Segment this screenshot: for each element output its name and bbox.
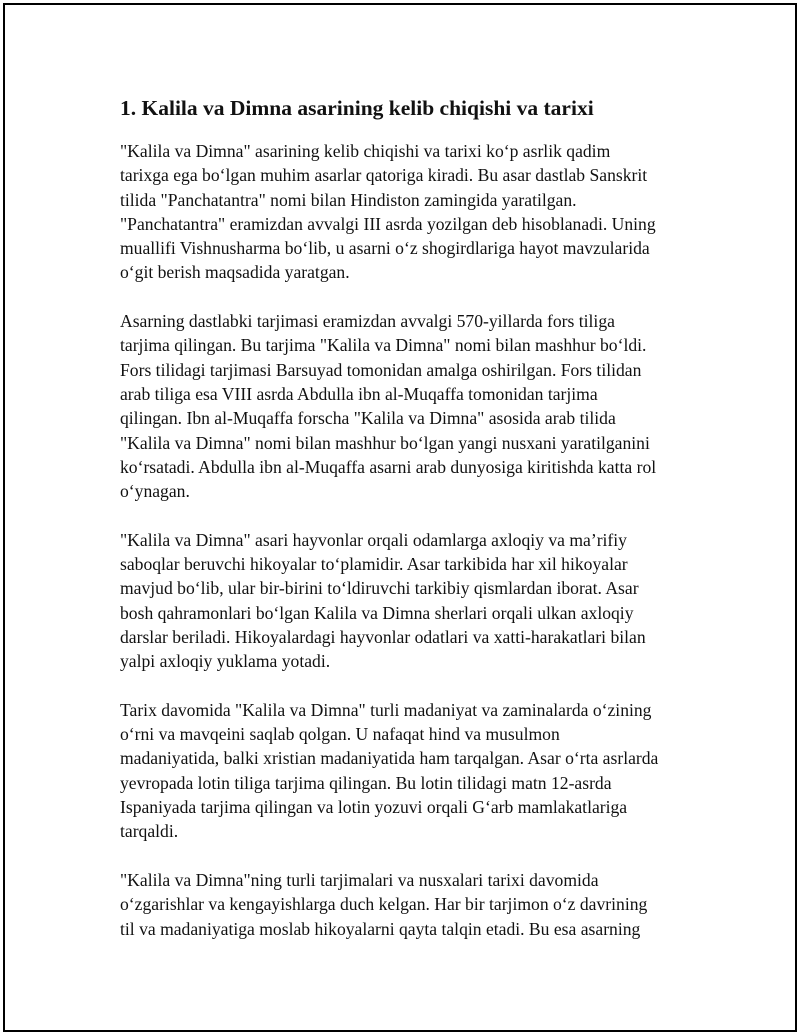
text-line: Asarning dastlabki tarjimasi eramizdan avvalgi 570-yillarda fors tiliga [120,311,615,332]
text-line: muallifi Vishnusharma bo‘lib, u asarni o‘z shogirdlariga hayot mavzularida [120,238,650,259]
text-line: ko‘rsatadi. Abdulla ibn al-Muqaffa asarni arab dunyosiga kiritishda katta rol [120,456,657,477]
text-line: o‘zgarishlar va kengayishlarga duch kelgan. Har bir tarjimon o‘z davrining [120,894,648,915]
text-line: tilida "Panchatantra" nomi bilan Hindiston zamingida yaratilgan. [120,189,577,210]
text-line: saboqlar beruvchi hikoyalar to‘plamidir. Asar tarkibida har xil hikoyalar [120,554,628,575]
text-line: qilingan. Ibn al-Muqaffa forscha "Kalila va Dimna" asosida arab tilida [120,408,616,429]
text-line: darslar beriladi. Hikoyalardagi hayvonlar odatlari va xatti-harakatlari bilan [120,626,646,647]
paragraph-origin [120,139,680,285]
paragraph-spread [120,698,680,844]
text-line: yevropada lotin tiliga tarjima qilingan. Bu lotin tilidagi matn 12-asrda [120,772,612,793]
text-line: "Panchatantra" eramizdan avvalgi III asrda yozilgan deb hisoblanadi. Uning [120,213,656,234]
text-line: tarixga ega bo‘lgan muhim asarlar qatoriga kiradi. Bu asar dastlab Sanskrit [120,165,648,186]
text-line: "Kalila va Dimna" asari hayvonlar orqali odamlarga axloqiy va ma’rifiy [120,529,627,550]
text-line: o‘ynagan. [120,481,190,502]
text-line: arab tiliga esa VIII asrda Abdulla ibn al-Muqaffa tomonidan tarjima [120,383,598,404]
text-line: o‘git berish maqsadida yaratgan. [120,262,350,283]
text-line: til va madaniyatiga moslab hikoyalarni qayta talqin etadi. Bu esa asarning [120,918,641,939]
text-line: tarqaldi. [120,821,179,842]
text-line: Tarix davomida "Kalila va Dimna" turli madaniyat va zaminalarda o‘zining [120,699,652,720]
text-line: "Kalila va Dimna" asarining kelib chiqishi va tarixi ko‘p asrlik qadim [120,141,611,161]
text-line: mavjud bo‘lib, ular bir-birini to‘ldiruvchi tarkibiy qismlardan iborat. Asar [120,578,639,599]
text-line: o‘rni va mavqeini saqlab qolgan. U nafaqat hind va musulmon [120,724,560,745]
paragraph-translations [120,309,680,503]
paragraph-versions [120,868,680,941]
text-line: tarjima qilingan. Bu tarjima "Kalila va Dimna" nomi bilan mashhur bo‘ldi. [120,335,647,356]
text-line: yalpi axloqiy yuklama yotadi. [120,651,331,672]
document-body [120,93,680,965]
text-line: "Kalila va Dimna" nomi bilan mashhur bo‘lgan yangi nusxani yaratilganini [120,432,650,453]
text-line: Fors tilidagi tarjimasi Barsuyad tomonidan amalga oshirilgan. Fors tilidan [120,359,642,380]
section-heading: 1. Kalila va Dimna asarining kelib chiqishi va tarixi [120,96,594,120]
text-line: madaniyatida, balki xristian madaniyatida ham tarqalgan. Asar o‘rta asrlarda [120,748,659,769]
page-frame [3,3,797,1032]
text-line: bosh qahramonlari bo‘lgan Kalila va Dimna sherlari orqali ulkan axloqiy [120,602,634,623]
text-line: Ispaniyada tarjima qilingan va lotin yozuvi orqali G‘arb mamlakatlariga [120,797,628,818]
text-line: "Kalila va Dimna"ning turli tarjimalari va nusxalari tarixi davomida [120,869,599,890]
paragraph-content [120,528,680,674]
